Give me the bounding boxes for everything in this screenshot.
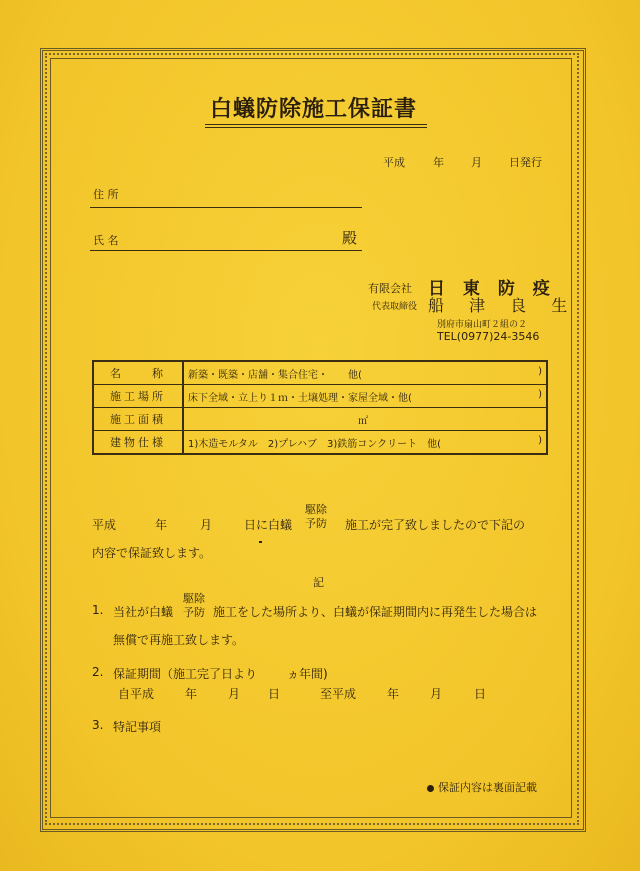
item-1-line2: 無償で再施工致します。 <box>113 633 245 647</box>
name-label: 氏 名 <box>93 234 119 247</box>
row-value: 1)木造モルタル 2)プレハブ 3)鉄筋コンクリート 他( ) <box>183 431 547 455</box>
item-2-from-day: 日 <box>268 687 281 701</box>
row-value: 新築・既築・店舗・集合住宅・ 他( ) <box>183 361 547 385</box>
ink-speck <box>259 541 262 543</box>
bullet-icon <box>427 785 434 792</box>
title-underline <box>205 124 427 125</box>
item-3-number: 3. <box>92 718 104 732</box>
item-3-title: 特記事項 <box>113 720 162 734</box>
statement-day: 日に白蟻 <box>244 518 293 532</box>
row-label: 名 称 <box>93 361 183 385</box>
rep-name: 船 津 良 生 <box>428 296 578 315</box>
item-2-from-year: 年 <box>185 687 198 701</box>
row-label: 施工面積 <box>93 408 183 431</box>
table-row <box>93 385 547 408</box>
statement-kujo-yobo: 駆除 予防 <box>305 503 327 530</box>
item-2-number: 2. <box>92 665 104 679</box>
issue-month: 月 <box>471 156 482 169</box>
issue-year: 年 <box>433 156 444 169</box>
ki-heading: 記 <box>313 576 324 589</box>
rep-title: 代表取締役 <box>372 302 418 312</box>
statement-line2: 内容で保証致します。 <box>92 546 212 560</box>
row-value: 床下全域・立上り１ｍ・土壌処理・家屋全域・他( ) <box>183 385 547 408</box>
company-name: 日 東 防 疫 <box>428 279 556 299</box>
issue-day: 日発行 <box>509 156 542 169</box>
item-2-to-day: 日 <box>474 687 487 701</box>
table-row <box>93 431 547 455</box>
item-1-post: 施工をした場所より、白蟻が保証期間内に再発生した場合は <box>213 605 538 619</box>
item-1-pre: 当社が白蟻 <box>113 605 174 619</box>
item-2-to-month: 月 <box>430 687 443 701</box>
address-line <box>90 207 362 208</box>
spec-table <box>92 360 548 455</box>
address-label: 住 所 <box>93 188 119 201</box>
row-label: 建物仕様 <box>93 431 183 455</box>
item-2-to: 至平成 <box>320 687 357 701</box>
row-value: ㎡ <box>183 408 547 431</box>
company-tel: TEL(0977)24-3546 <box>437 330 540 343</box>
issue-era: 平成 <box>383 156 405 169</box>
footer-note: 保証内容は裏面記載 <box>427 779 537 795</box>
name-line <box>90 250 362 251</box>
honorific: 殿 <box>342 229 358 247</box>
document-title: 白蟻防除施工保証書 <box>210 96 418 122</box>
item-2-years: ヵ年間) <box>287 667 328 681</box>
company-address: 別府市扇山町２組の２ <box>437 320 528 330</box>
table-row <box>93 408 547 431</box>
item-1-number: 1. <box>92 603 104 617</box>
title-underline-2 <box>205 127 427 128</box>
statement-year: 年 <box>155 518 168 532</box>
item-2-title: 保証期間（施工完了日より <box>113 667 258 681</box>
item-1-kujo-yobo: 駆除 予防 <box>183 592 205 619</box>
item-2-to-year: 年 <box>387 687 400 701</box>
row-label: 施工場所 <box>93 385 183 408</box>
statement-month: 月 <box>200 518 213 532</box>
statement-suffix: 施工が完了致しましたので下記の <box>345 518 526 532</box>
table-row <box>93 361 547 385</box>
item-2-from-month: 月 <box>228 687 241 701</box>
item-2-from: 自平成 <box>118 687 155 701</box>
company-type: 有限会社 <box>368 282 412 295</box>
statement-era: 平成 <box>92 518 117 532</box>
